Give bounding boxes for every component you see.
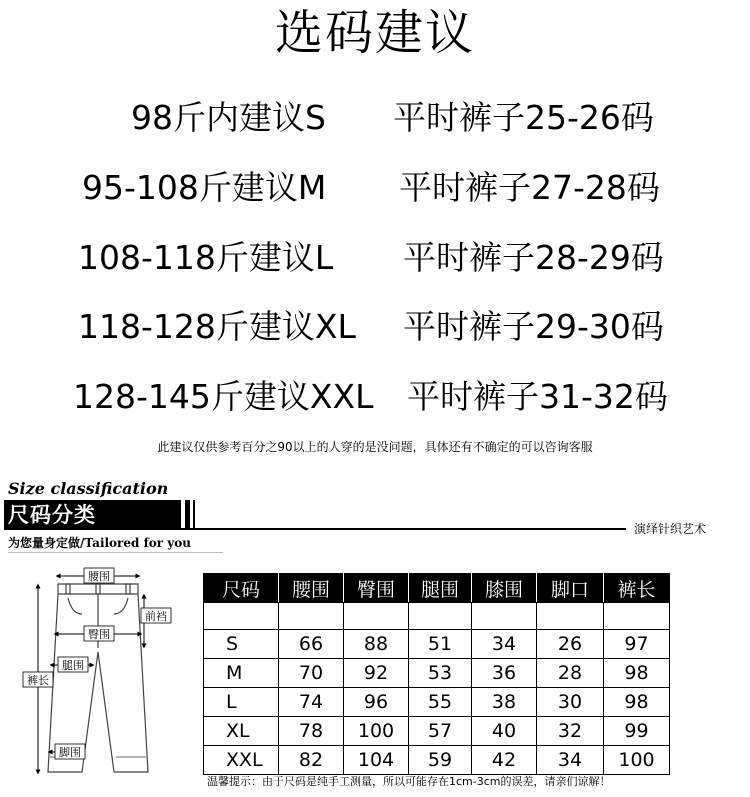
label-thigh: 腿围	[62, 659, 84, 672]
divider-bar	[185, 500, 190, 530]
label-hem: 脚围	[59, 746, 81, 759]
table-cell: 55	[409, 688, 472, 717]
table-row	[204, 688, 670, 717]
header-hem: 脚口	[537, 574, 604, 603]
table-cell: 28	[537, 659, 604, 688]
table-cell: 59	[409, 746, 472, 775]
table-cell: XL	[204, 717, 279, 746]
recommendation-weight-3: 108-118斤建议L	[78, 238, 334, 277]
table-cell: 36	[472, 659, 537, 688]
table-cell	[344, 603, 409, 630]
table-cell	[604, 603, 670, 630]
table-cell: 57	[409, 717, 472, 746]
table-cell	[472, 603, 537, 630]
table-cell: XXL	[204, 746, 279, 775]
header-size: 尺码	[204, 574, 279, 603]
section-rule	[4, 528, 626, 530]
table-cell: 78	[279, 717, 344, 746]
table-cell: L	[204, 688, 279, 717]
label-waist: 腰围	[88, 570, 110, 583]
pants-diagram	[20, 562, 180, 784]
recommendation-usual-4: 平时裤子29-30码	[403, 307, 664, 346]
brand-name: 演绎针织艺术	[634, 522, 707, 536]
table-cell: 32	[537, 717, 604, 746]
table-cell: 104	[344, 746, 409, 775]
page-title: 选码建议	[274, 5, 475, 61]
recommendation-weight-2: 95-108斤建议M	[82, 168, 327, 207]
table-cell: 97	[604, 630, 670, 659]
table-cell: 30	[537, 688, 604, 717]
table-cell: 99	[604, 717, 670, 746]
table-cell	[537, 603, 604, 630]
recommendation-usual-2: 平时裤子27-28码	[399, 168, 660, 207]
tagline: 为您量身定做/Tailored for you	[8, 536, 191, 550]
table-cell: 42	[472, 746, 537, 775]
table-cell	[204, 603, 279, 630]
table-cell: S	[204, 630, 279, 659]
recommendation-weight-5: 128-145斤建议XXL	[73, 377, 374, 416]
divider-bar-thin	[193, 500, 195, 530]
table-cell	[279, 603, 344, 630]
table-cell: 98	[604, 659, 670, 688]
table-cell: 38	[472, 688, 537, 717]
table-cell: M	[204, 659, 279, 688]
table-cell: 92	[344, 659, 409, 688]
table-cell: 82	[279, 746, 344, 775]
table-cell: 40	[472, 717, 537, 746]
table-cell: 51	[409, 630, 472, 659]
table-row	[204, 630, 670, 659]
measurement-note: 温馨提示：由于尺码是纯手工测量，所以可能存在1cm-3cm的误差，请亲们谅解！	[207, 775, 611, 788]
tagline-rule	[8, 552, 223, 553]
section-title-cn: 尺码分类	[8, 502, 96, 527]
table-cell: 100	[344, 717, 409, 746]
label-length: 裤长	[27, 674, 49, 687]
label-hip: 臀围	[88, 628, 110, 641]
header-hip: 臀围	[344, 574, 409, 603]
table-cell: 70	[279, 659, 344, 688]
table-cell: 34	[537, 746, 604, 775]
table-row	[204, 717, 670, 746]
header-length: 裤长	[604, 574, 670, 603]
header-knee: 膝围	[472, 574, 537, 603]
table-cell: 26	[537, 630, 604, 659]
table-cell: 100	[604, 746, 670, 775]
table-cell: 74	[279, 688, 344, 717]
table-cell: 66	[279, 630, 344, 659]
table-row	[204, 659, 670, 688]
recommendation-note: 此建议仅供参考百分之90以上的人穿的是没问题，具体还有不确定的可以咨询客服	[157, 440, 593, 454]
table-cell	[409, 603, 472, 630]
section-title-en: Size classification	[8, 479, 169, 498]
table-cell: 34	[472, 630, 537, 659]
size-table	[203, 573, 670, 775]
label-front-rise: 前裆	[145, 610, 167, 623]
table-row	[204, 746, 670, 775]
header-thigh: 腿围	[409, 574, 472, 603]
table-cell: 98	[604, 688, 670, 717]
table-cell: 96	[344, 688, 409, 717]
table-cell: 53	[409, 659, 472, 688]
table-row-blank	[204, 603, 670, 630]
header-waist: 腰围	[279, 574, 344, 603]
size-table-header	[204, 574, 670, 603]
recommendation-usual-5: 平时裤子31-32码	[407, 377, 668, 416]
recommendation-weight-4: 118-128斤建议XL	[78, 307, 356, 346]
recommendation-usual-3: 平时裤子28-29码	[403, 238, 664, 277]
recommendation-weight-1: 98斤内建议S	[131, 98, 326, 137]
recommendation-usual-1: 平时裤子25-26码	[393, 98, 654, 137]
table-cell: 88	[344, 630, 409, 659]
